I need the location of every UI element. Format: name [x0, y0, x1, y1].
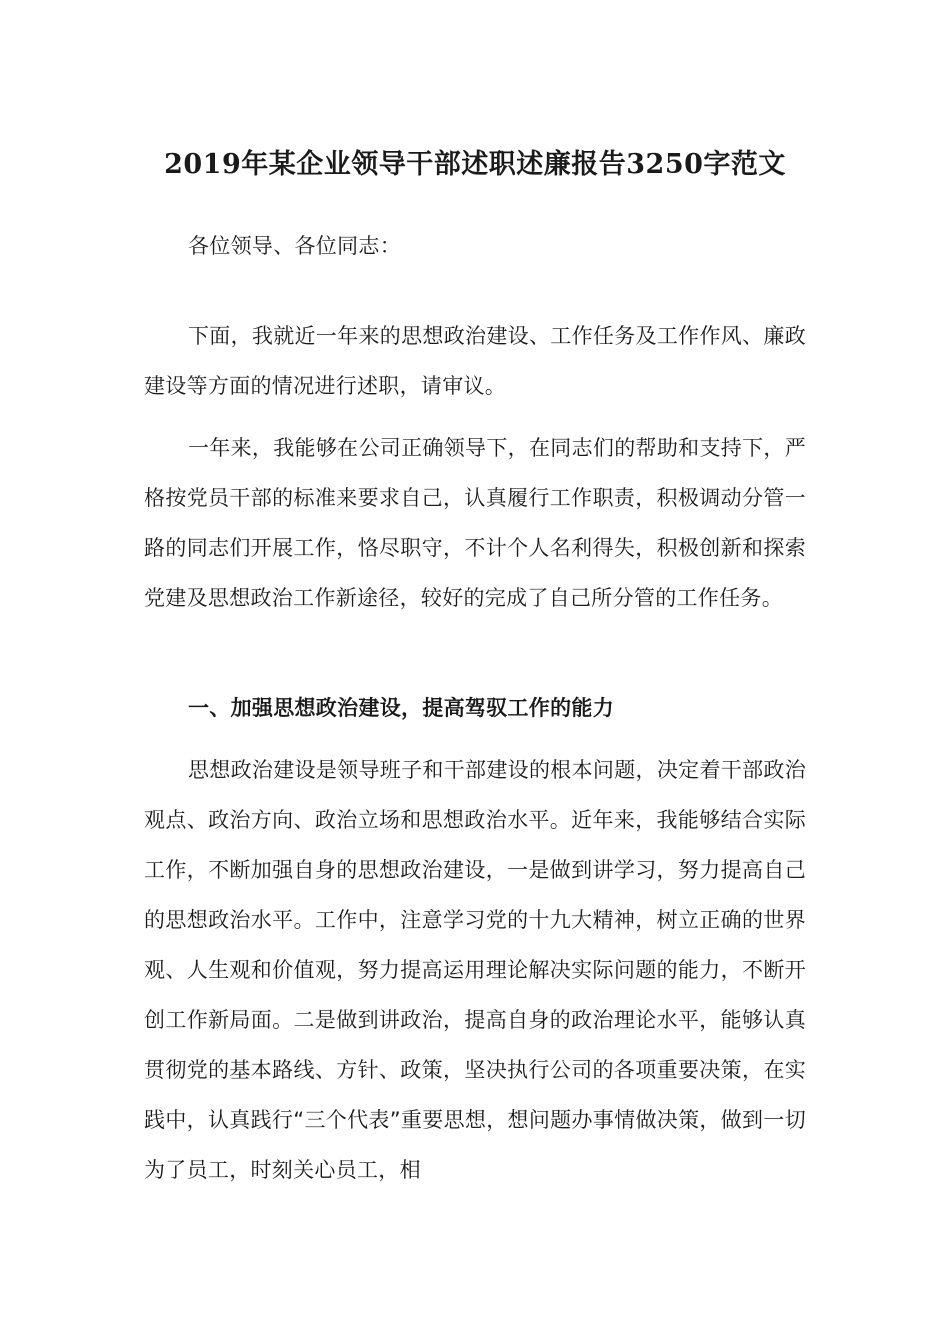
section-heading: 一、加强思想政治建设，提高驾驭工作的能力	[188, 696, 614, 720]
section-paragraph: 思想政治建设是领导班子和干部建设的根本问题，决定着干部政治观点、政治方向、政治立场和思想政治水平。近年来，我能够结合实际工作，不断加强自身的思想政治建设，一是做到讲学习，努力提高自己的思想政治水平。工作中，注意学习党的十九大精神，树立正确的世界观、人生观和价值观，努力提高运用理论解决实际问题的能力，不断开创工作新局面。二是做到讲政治，提高自身的政治理论水平，能够认真贯彻党的基本路线、方针、政策，坚决执行公司的各项重要决策，在实践中，认真践行“三个代表”重要思想，想问题办事情做决策，做到一切为了员工，时刻关心员工，相	[144, 758, 806, 1182]
document-title: 2019年某企业领导干部述职述廉报告3250字范文	[164, 149, 786, 180]
salutation: 各位领导、各位同志：	[188, 234, 401, 258]
paragraph-overview: 一年来，我能够在公司正确领导下，在同志们的帮助和支持下，严格按党员干部的标准来要求自己，认真履行工作职责，积极调动分管一路的同志们开展工作，恪尽职守，不计个人名利得失，积极创新和探索党建及思想政治工作新途径，较好的完成了自己所分管的工作任务。	[144, 436, 806, 610]
paragraph-intro: 下面，我就近一年来的思想政治建设、工作任务及工作作风、廉政建设等方面的情况进行述职，请审议。	[144, 324, 806, 398]
